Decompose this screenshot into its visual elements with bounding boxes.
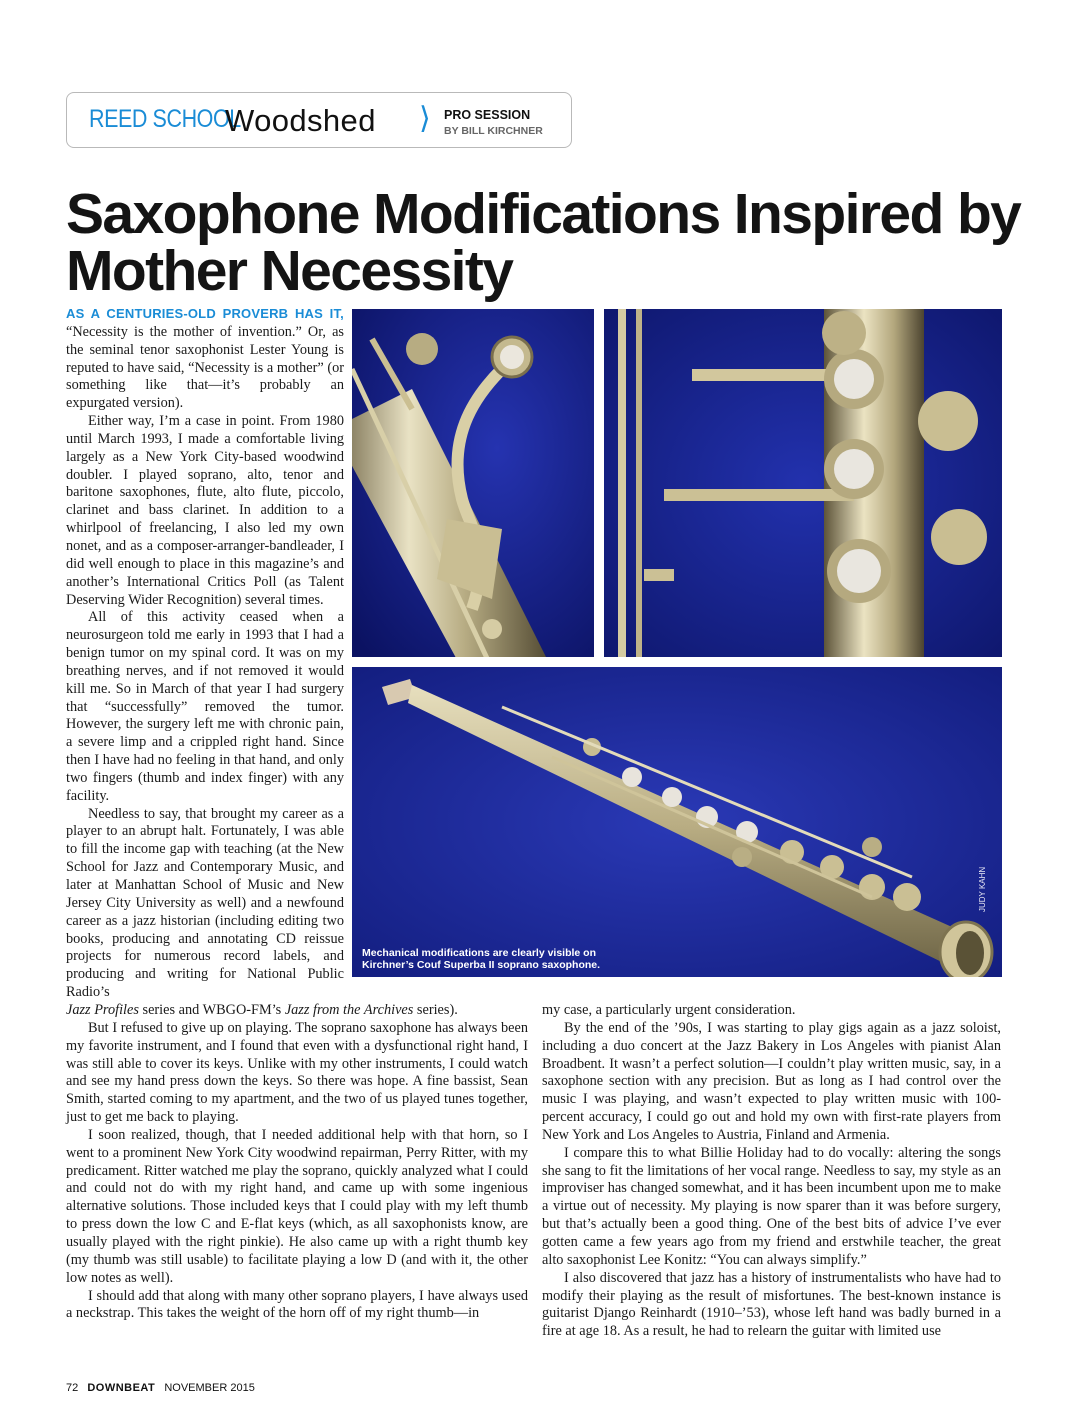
paragraph: Needless to say, that brought my career as a player to an abrupt halt. Fortunately, I was able to fill the income gap with teaching (at the New School for Jazz and Contemporary Music, and later at Manhattan School of Music and New Jersey City University as well) and a newfound career as a jazz historian (including editing two books, producing and annotating CD reissue projects for numerous record labels, and producing and writing for National Public Radio’s [66,805,344,1001]
paragraph: I also discovered that jazz has a history of instrumentalists who have had to modify their playing as the result of misfortunes. The best-known instance is guitarist Django Reinhardt (1910–’53), whose left hand was badly burned in a fire at age 18. As a result, he had to relearn the guitar with limited use [542,1269,1001,1340]
saxophone-closeup-illustration [352,309,594,657]
byline: BY BILL KIRCHNER [444,125,543,137]
section-name: REED SCHOOL [89,105,241,133]
paragraph: By the end of the ’90s, I was starting to play gigs again as a jazz soloist, including a duo concert at the Jazz Bakery in Los Angeles with pianist Alan Broadbent. It wasn’t a perfect solution—I couldn’t play written music, say, in a saxophone section with any precision. But as long as I had control over the music I was playing, and wasn’t expected to play written music with 100-percent accuracy, I could go out and hold my own with first-rate players from New York and Los Angeles to Austria, Finland and Armenia. [542,1019,1001,1143]
section-header [66,92,572,148]
paragraph: I should add that along with many other soprano players, I have always used a neckstrap. This takes the weight of the horn off of my right thumb—in [66,1287,528,1322]
paragraph: Either way, I’m a case in point. From 1980 until March 1993, I made a comfortable living largely as a New York City-based woodwind doubler. I played soprano, alto, tenor and baritone saxophones, flute, alto flute, piccolo, clarinet and bass clarinet. In addition to a whirlpool of freelancing, I also led my own nonet, and as a composer-arranger-bandleader, I did well enough to place in this magazine’s and another’s International Critics Poll (as Talent Deserving Wider Recognition) several times. [66,413,344,608]
photo-credit: JUDY KAHN [978,866,987,912]
photo-soprano-saxophone [352,667,1002,977]
paragraph: I soon realized, though, that I needed additional help with that horn, so I went to a prominent New York City woodwind repairman, Perry Ritter, with my predicament. Ritter watched me play the soprano, quickly analyzed what I could and could not do with my right hand, and came up with some ingenious alternative solutions. Those included keys that I could play with my left thumb to press down the low C and E-flat keys (which, as all saxophonists know, are usually played with the right pinkie). He also came up with a right thumb key (my thumb was still usable) to facilitate playing a low D (and with it, the other low notes as well). [66,1126,528,1286]
lead-in: AS A CENTURIES-OLD PROVERB HAS IT, [66,306,344,321]
article-column-bottom-left [66,1002,528,1323]
paragraph: Jazz Profiles series and WBGO-FM’s Jazz from the Archives series). [66,1002,458,1018]
soprano-saxophone-illustration [352,667,1002,977]
saxophone-keys-illustration [604,309,1002,657]
issue-date: NOVEMBER 2015 [164,1382,255,1394]
chevron-right-icon: ⟩ [419,101,431,136]
article-column-bottom-right [542,1002,1001,1341]
paragraph: AS A CENTURIES-OLD PROVERB HAS IT, “Necessity is the mother of invention.” Or, as the seminal tenor saxophonist Lester Young is reputed to have said, “Necessity is a mother” (or something like that—it’s probably an expurgated version). [66,306,344,412]
photo-thumb-key-closeup [352,309,594,657]
show-title: Jazz from the Archives [284,1002,414,1018]
paragraph: But I refused to give up on playing. The soprano saxophone has always been my favorite instrument, and I found that even with a dysfunctional right hand, I was still able to cover its keys. Unlike with my other instruments, I could watch and see my hand press down the keys. So there was hope. A fine bassist, Sean Smith, started coming to my apartment, and the two of us played tunes together, just to get me back to playing. [66,1019,528,1126]
article-column-left [66,305,344,1002]
paragraph: All of this activity ceased when a neurosurgeon told me early in 1993 that I had a benign tumor on my spinal cord. It was on my breathing nerves, and if not removed it would kill me. So in March of that year I had surgery that “successfully” removed the tumor. However, the surgery left me with chronic pain, a severe limp and a crippled right hand. Since then I have had no feeling in that hand, and only two fingers (thumb and index finger) with any facility. [66,609,344,804]
show-title: Jazz Profiles [66,1002,139,1018]
page-number: 72 [66,1382,79,1394]
photo-caption: Mechanical modifications are clearly visible on Kirchner’s Couf Superba II soprano saxophone. [362,947,601,971]
department-name: Woodshed [225,103,376,138]
photo-pearl-keys [604,309,1002,657]
paragraph: I compare this to what Billie Holiday had to do vocally: altering the songs she sang to fit the limitations of her vocal range. Needless to say, my style as an improviser has changed somewhat, and it has been incumbent upon me to make a virtue out of necessity. My playing is now sparer than it was before surgery, but that’s actually been a good thing. One of the best bits of advice I’ve ever gotten came a few years ago from my friend and erstwhile teacher, the great alto saxophonist Lee Konitz: “You can always simplify.” [542,1144,1001,1268]
paragraph: my case, a particularly urgent consideration. [542,1002,796,1018]
page-footer [66,1382,255,1394]
magazine-name: DOWNBEAT [87,1382,156,1394]
article-headline: Saxophone Modifications Inspired by Mother Necessity [66,182,1021,303]
kicker: PRO SESSION [444,108,531,122]
